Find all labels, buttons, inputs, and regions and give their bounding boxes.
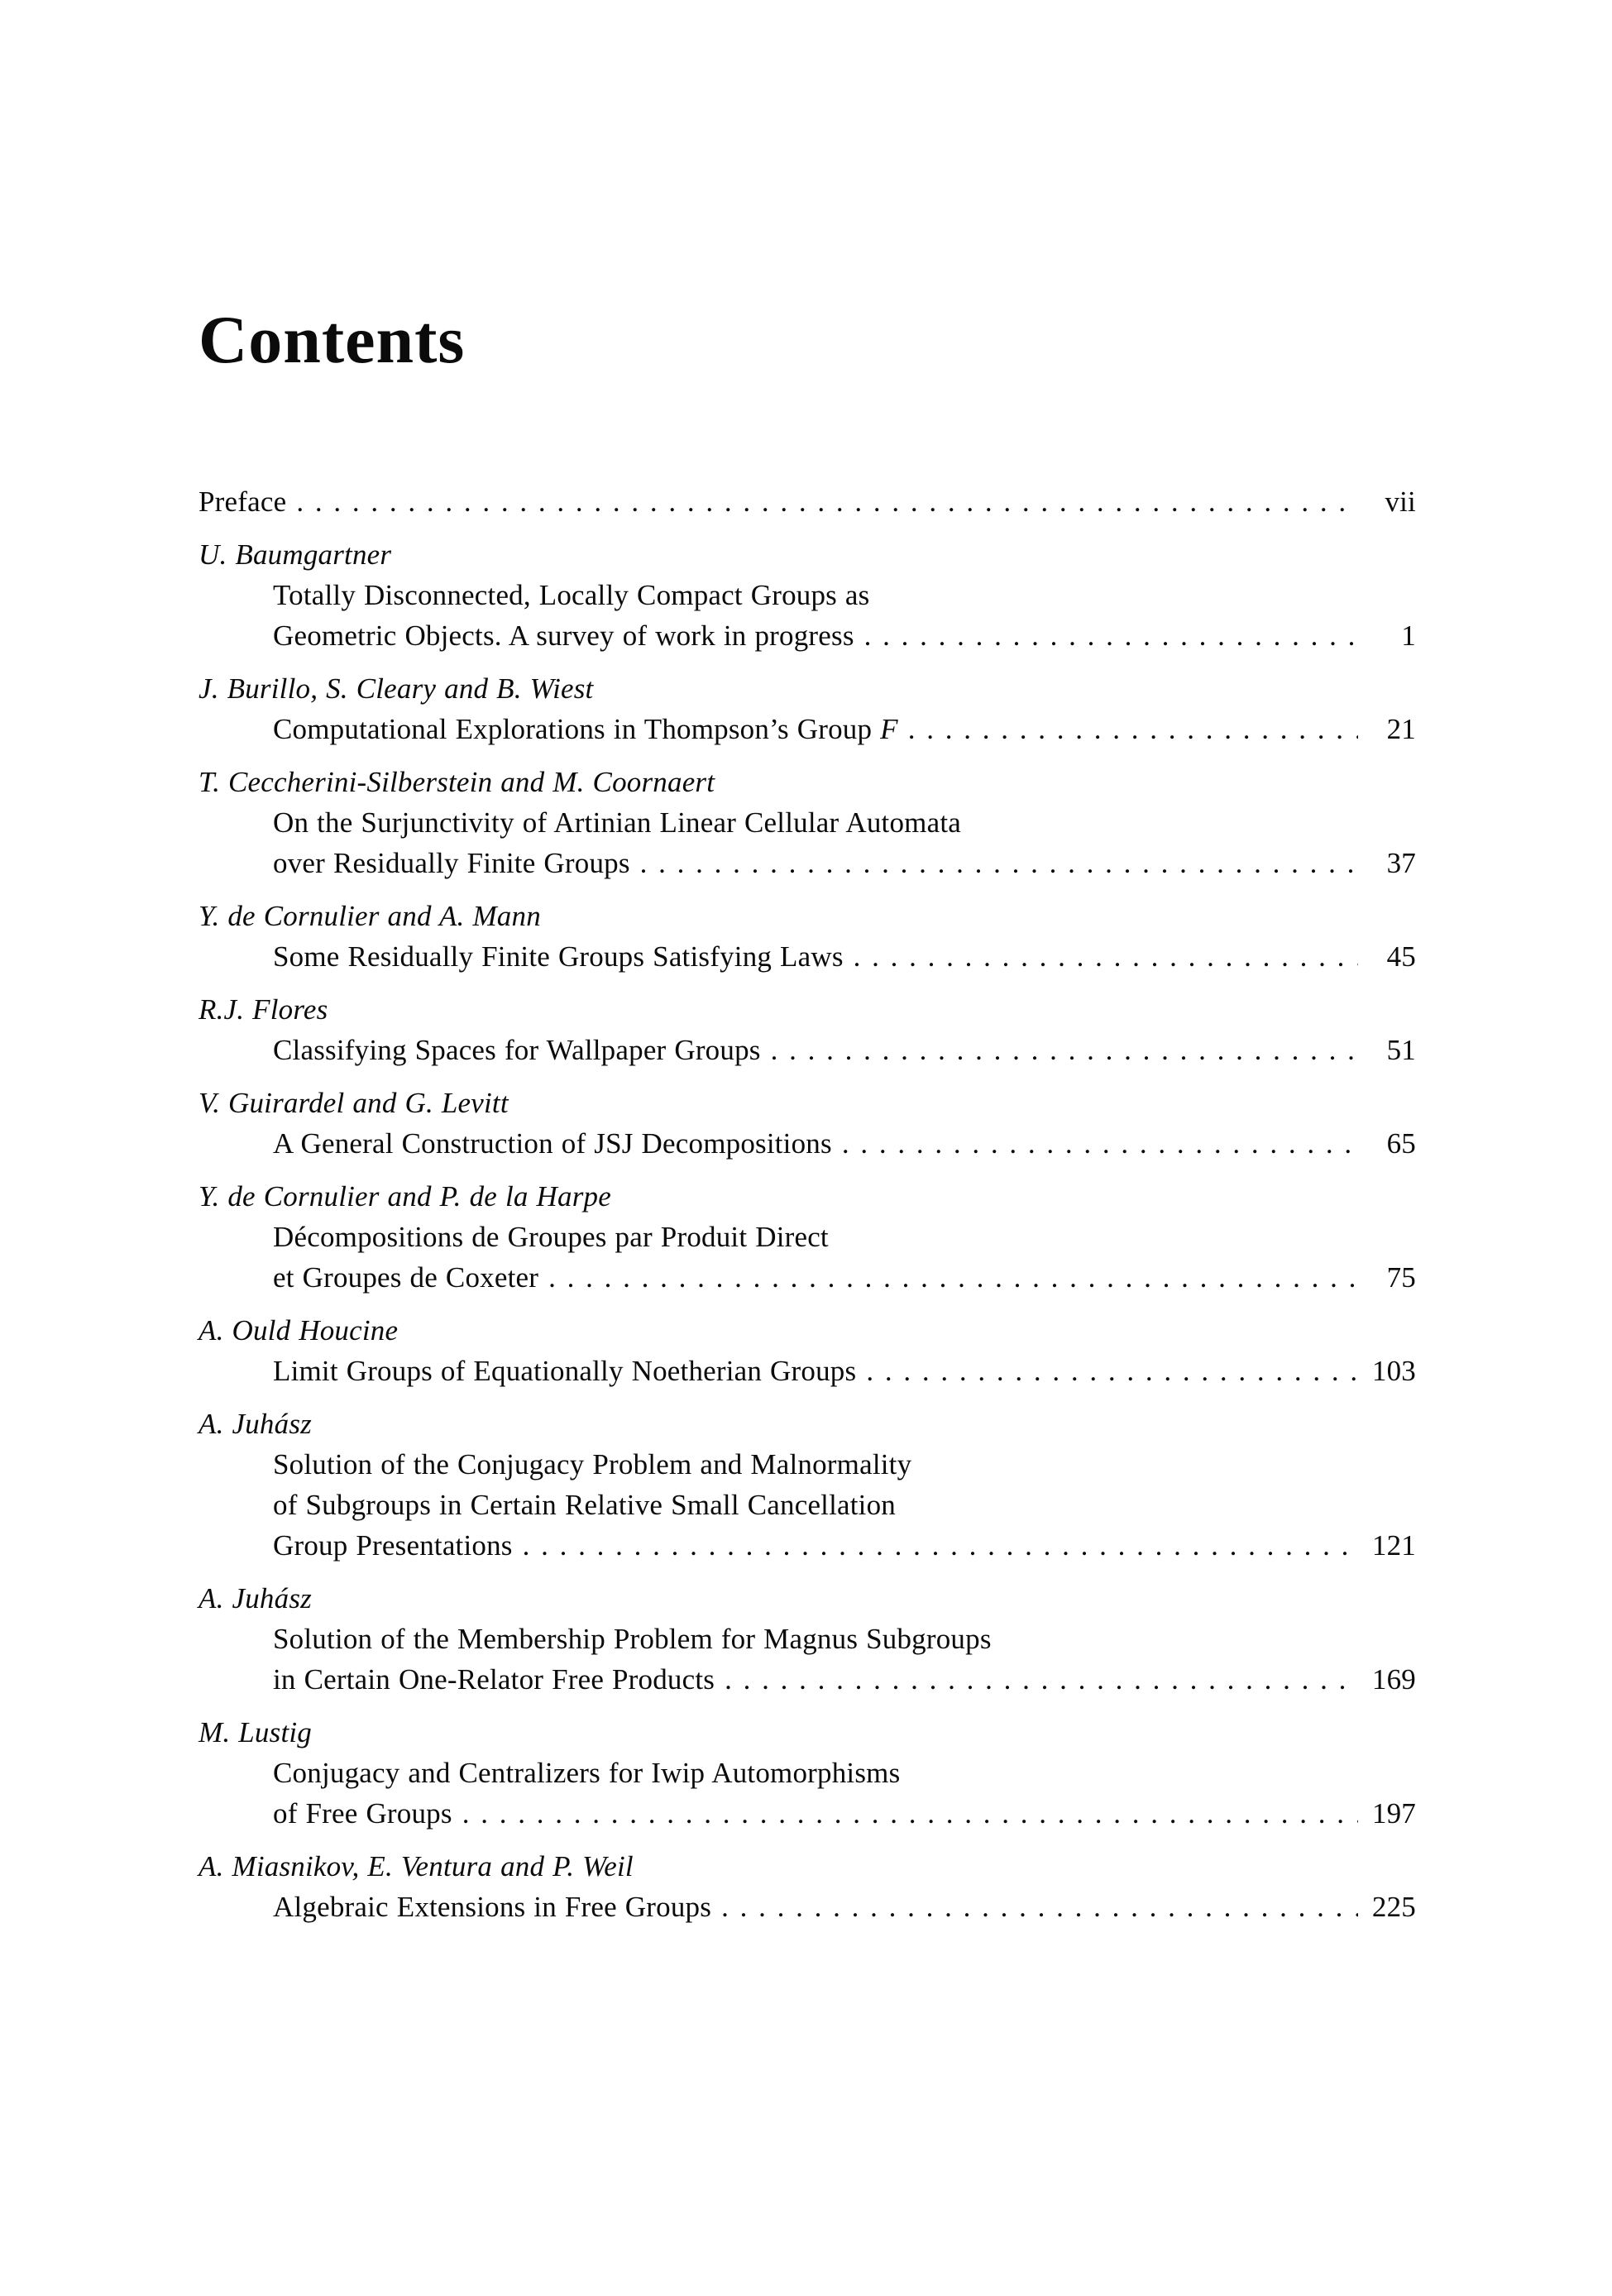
entry-authors: A. Juhász — [199, 1581, 312, 1614]
toc-entry — [199, 989, 1416, 1070]
entry-title-line — [199, 1217, 1416, 1257]
entry-title-text: Solution of the Membership Problem for Magnus Subgroups — [273, 1622, 992, 1655]
toc-entry — [199, 1310, 1416, 1391]
page-number: 51 — [1386, 1033, 1416, 1066]
page-number: 103 — [1371, 1354, 1416, 1387]
toc-entry — [199, 534, 1416, 656]
entry-title-text: On the Surjunctivity of Artinian Linear Cellular Automata — [273, 806, 961, 839]
entry-title-text: Classifying Spaces for Wallpaper Groups — [273, 1033, 761, 1066]
toc-entries — [199, 534, 1416, 1927]
dot-leader — [854, 936, 1358, 977]
toc-entry — [199, 1712, 1416, 1834]
entry-title-text: over Residually Finite Groups — [273, 846, 630, 879]
entry-title-line — [199, 575, 1416, 615]
entry-title-line — [199, 1444, 1416, 1485]
page-number: 169 — [1371, 1662, 1416, 1696]
entry-title-text: Computational Explorations in Thompson’s Group F — [273, 712, 898, 745]
entry-authors: J. Burillo, S. Cleary and B. Wiest — [199, 672, 594, 705]
entry-title-line — [199, 936, 1416, 977]
page-number: 197 — [1371, 1796, 1416, 1830]
dot-leader — [721, 1887, 1358, 1927]
page-number: 65 — [1386, 1126, 1416, 1160]
dot-leader — [296, 481, 1358, 522]
entry-authors: Y. de Cornulier and A. Mann — [199, 899, 541, 932]
entry-title-line — [199, 1659, 1416, 1700]
dot-leader — [725, 1659, 1358, 1700]
entry-title-line — [199, 1887, 1416, 1927]
entry-title-line — [199, 1123, 1416, 1164]
entry-authors: U. Baumgartner — [199, 538, 392, 571]
page-number: 45 — [1386, 940, 1416, 973]
entry-title-text: of Free Groups — [273, 1796, 452, 1830]
entry-authors: V. Guirardel and G. Levitt — [199, 1086, 509, 1119]
entry-title-line — [199, 1619, 1416, 1659]
math-symbol: F — [880, 712, 898, 745]
dot-leader — [548, 1257, 1358, 1298]
entry-title-text: Décompositions de Groupes par Produit Direct — [273, 1220, 829, 1253]
dot-leader — [523, 1525, 1358, 1566]
page-number: 75 — [1386, 1260, 1416, 1294]
dot-leader — [908, 709, 1358, 749]
toc-entry — [199, 1846, 1416, 1927]
toc-entry — [199, 896, 1416, 977]
entry-title-text: Solution of the Conjugacy Problem and Malnormality — [273, 1447, 912, 1480]
toc-entry-preface — [199, 481, 1416, 522]
dot-leader — [462, 1793, 1358, 1834]
dot-leader — [842, 1123, 1358, 1164]
entry-title-text: et Groupes de Coxeter — [273, 1260, 539, 1294]
toc-entry — [199, 668, 1416, 749]
dot-leader — [640, 843, 1358, 883]
entry-title-line — [199, 615, 1416, 656]
entry-title-text: Algebraic Extensions in Free Groups — [273, 1890, 712, 1923]
toc-entry — [199, 1176, 1416, 1298]
entry-authors: T. Ceccherini-Silberstein and M. Coornaert — [199, 765, 715, 798]
page-title: Contents — [199, 302, 466, 377]
entry-title-text: Geometric Objects. A survey of work in progress — [273, 619, 854, 652]
entry-title-line — [199, 843, 1416, 883]
entry-authors: A. Ould Houcine — [199, 1313, 399, 1347]
entry-title-line — [199, 1351, 1416, 1391]
page-number: vii — [1385, 485, 1416, 518]
page-number: 37 — [1386, 846, 1416, 879]
entry-authors: A. Juhász — [199, 1407, 312, 1440]
toc-entry — [199, 762, 1416, 883]
page-number: 225 — [1371, 1890, 1416, 1923]
entry-title-text: Totally Disconnected, Locally Compact Groups as — [273, 578, 870, 611]
entry-title-line — [199, 1030, 1416, 1070]
page-number: 21 — [1386, 712, 1416, 745]
preface-label: Preface — [199, 485, 287, 518]
page-number: 121 — [1371, 1528, 1416, 1562]
entry-title-line — [199, 1485, 1416, 1525]
entry-authors: Y. de Cornulier and P. de la Harpe — [199, 1179, 611, 1213]
entry-title-line — [199, 802, 1416, 843]
page-number: 1 — [1401, 619, 1416, 652]
dot-leader — [864, 615, 1358, 656]
entry-authors: M. Lustig — [199, 1715, 312, 1748]
toc-entry — [199, 1083, 1416, 1164]
toc-entry — [199, 1578, 1416, 1700]
entry-title-line — [199, 1753, 1416, 1793]
toc-entry — [199, 1404, 1416, 1566]
entry-title-text: Some Residually Finite Groups Satisfying Laws — [273, 940, 844, 973]
entry-title-text: of Subgroups in Certain Relative Small Cancellation — [273, 1488, 897, 1521]
entry-title-line — [199, 1525, 1416, 1566]
entry-authors: A. Miasnikov, E. Ventura and P. Weil — [199, 1849, 634, 1882]
entry-title-text: Limit Groups of Equationally Noetherian Groups — [273, 1354, 857, 1387]
entry-authors: R.J. Flores — [199, 993, 328, 1026]
entry-title-text: A General Construction of JSJ Decompositions — [273, 1126, 832, 1160]
entry-title-text: Conjugacy and Centralizers for Iwip Automorphisms — [273, 1756, 901, 1789]
entry-title-text: in Certain One-Relator Free Products — [273, 1662, 715, 1696]
dot-leader — [866, 1351, 1358, 1391]
entry-title-line — [199, 1793, 1416, 1834]
dot-leader — [771, 1030, 1358, 1070]
entry-title-line — [199, 1257, 1416, 1298]
toc-list — [199, 481, 1416, 1927]
entry-title-line — [199, 709, 1416, 749]
entry-title-text: Group Presentations — [273, 1528, 513, 1562]
